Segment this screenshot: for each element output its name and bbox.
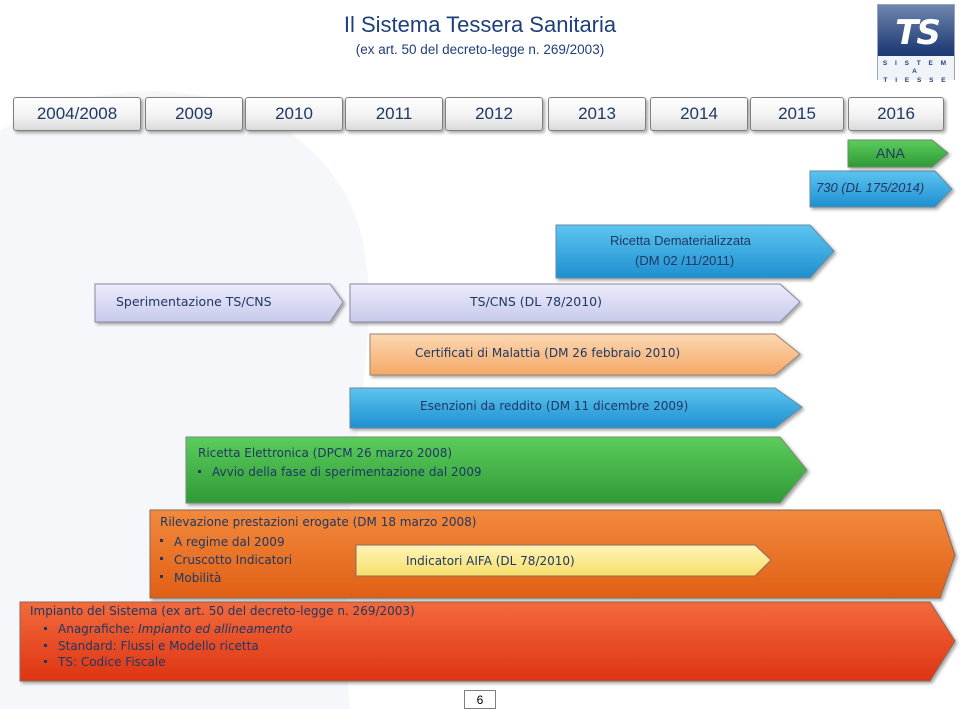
year-2009: 2009 bbox=[145, 97, 243, 131]
ricetta-elettronica-list bbox=[194, 464, 482, 481]
logo-mark: TS bbox=[895, 13, 939, 53]
ricetta-elettronica-title: Ricetta Elettronica (DPCM 26 marzo 2008) bbox=[198, 446, 453, 460]
impianto-title: Impianto del Sistema (ex art. 50 del decreto-legge n. 269/2003) bbox=[30, 604, 415, 618]
list-item bbox=[40, 654, 292, 671]
ana-label: ANA bbox=[876, 145, 905, 161]
impianto-item-label: Standard: bbox=[58, 638, 117, 653]
ricetta-dem-label-1: Ricetta Dematerializzata bbox=[610, 233, 751, 248]
logo-line2: T I E S S E bbox=[883, 77, 949, 84]
logo-line1: S I S T E M A bbox=[882, 60, 950, 75]
dl730-label: 730 (DL 175/2014) bbox=[816, 180, 925, 195]
impianto-item-text: Codice Fiscale bbox=[80, 655, 166, 669]
year-2011: 2011 bbox=[345, 97, 443, 131]
impianto-item-text: Impianto ed allineamento bbox=[138, 622, 293, 636]
impianto-item-text: Flussi e Modello ricetta bbox=[120, 638, 259, 653]
year-2015: 2015 bbox=[750, 97, 844, 131]
ricetta-dem-label-2: (DM 02 /11/2011) bbox=[635, 253, 735, 268]
page-number: 6 bbox=[464, 690, 496, 709]
impianto-item-label: Anagrafiche: bbox=[58, 622, 135, 636]
year-2014: 2014 bbox=[650, 97, 748, 131]
list-item: A regime dal 2009 bbox=[156, 533, 292, 551]
tscns-label: TS/CNS (DL 78/2010) bbox=[470, 294, 603, 309]
certificati-label: Certificati di Malattia (DM 26 febbraio 2010) bbox=[415, 346, 681, 360]
list-item: Cruscotto Indicatori bbox=[156, 551, 292, 569]
list-item: Avvio della fase di sperimentazione dal 2009 bbox=[194, 464, 482, 481]
list-item: Mobilità bbox=[156, 569, 292, 587]
page-title: Il Sistema Tessera Sanitaria bbox=[343, 12, 617, 37]
rilevazione-list bbox=[156, 533, 292, 587]
sperimentazione-label: Sperimentazione TS/CNS bbox=[116, 294, 272, 309]
year-2010: 2010 bbox=[245, 97, 343, 131]
impianto-item-label: TS: bbox=[58, 655, 77, 669]
page-subtitle: (ex art. 50 del decreto-legge n. 269/2003) bbox=[355, 42, 605, 57]
list-item bbox=[40, 621, 292, 638]
year-2012: 2012 bbox=[445, 97, 543, 131]
year-2016: 2016 bbox=[848, 97, 944, 131]
year-2013: 2013 bbox=[548, 97, 646, 131]
esenzioni-label: Esenzioni da reddito (DM 11 dicembre 2009) bbox=[420, 399, 689, 413]
year-2004-2008: 2004/2008 bbox=[13, 97, 141, 131]
rilevazione-title: Rilevazione prestazioni erogate (DM 18 marzo 2008) bbox=[160, 515, 477, 529]
list-item bbox=[40, 638, 292, 655]
impianto-list bbox=[40, 621, 292, 671]
aifa-label: Indicatori AIFA (DL 78/2010) bbox=[406, 554, 575, 568]
